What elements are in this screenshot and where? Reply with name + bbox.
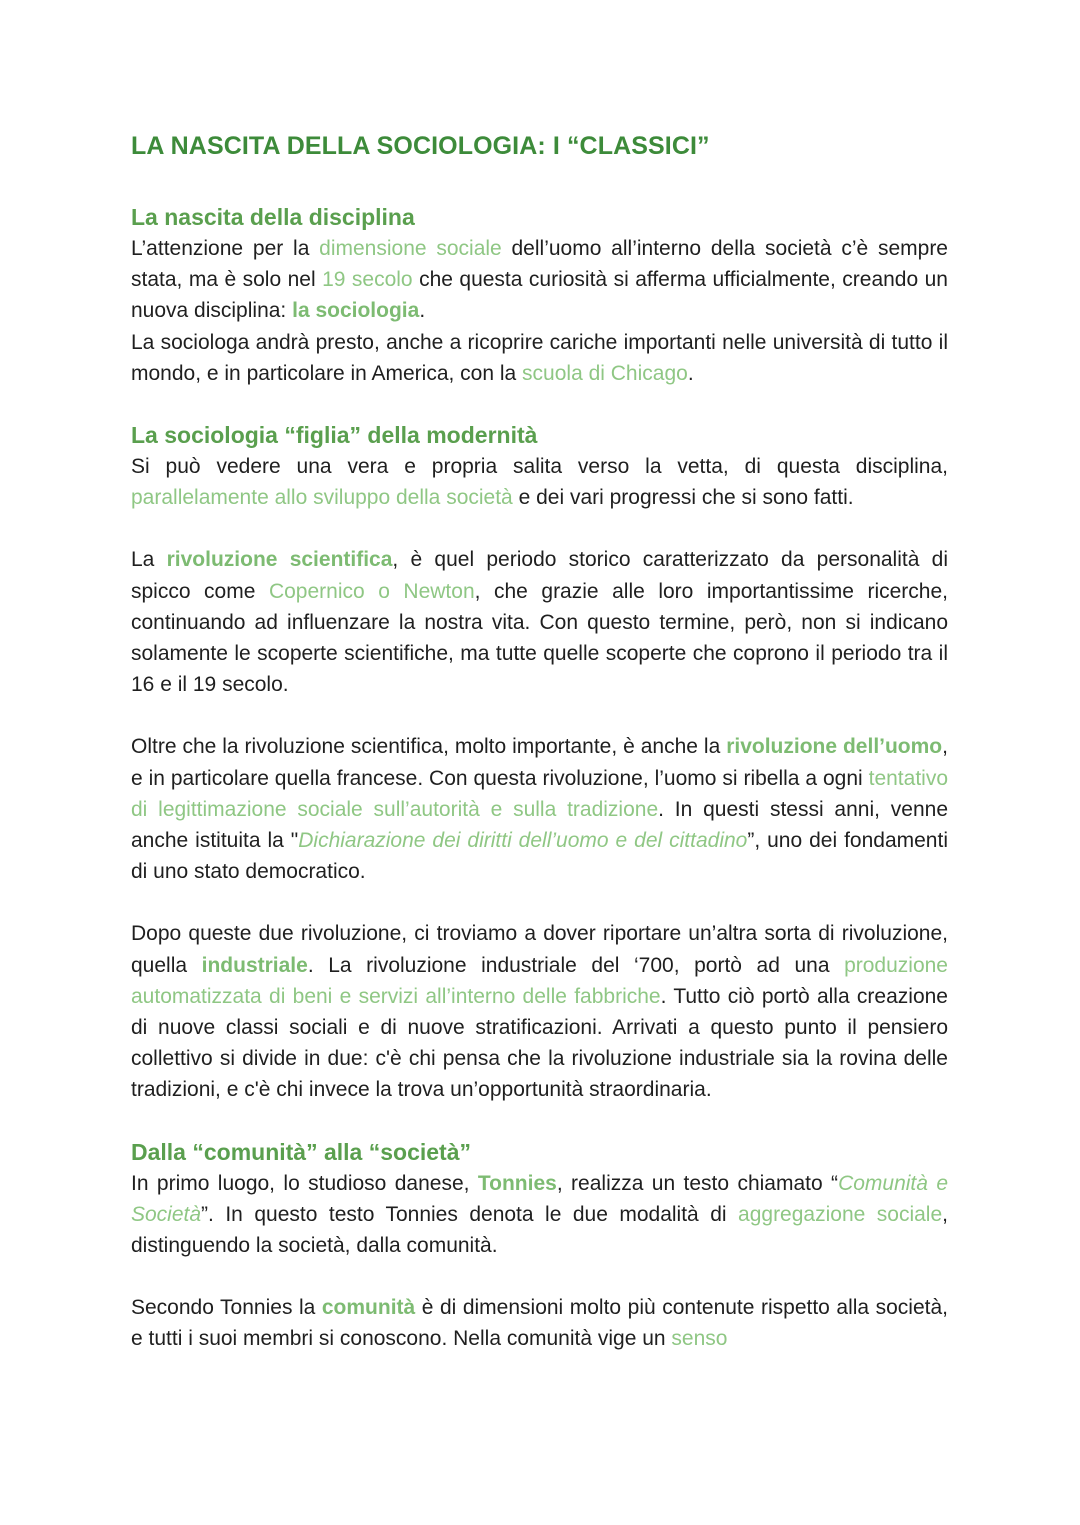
paragraph: In primo luogo, lo studioso danese, Tonnies, realizza un testo chiamato “Comunità e Società”. In questo testo Tonnies denota le due modalità di aggregazione sociale, distinguendo la società, dalla comunità. — [131, 1171, 949, 1258]
document-title: LA NASCITA DELLA SOCIOLOGIA: I “CLASSICI” — [131, 132, 710, 160]
highlight: aggregazione sociale — [738, 1202, 943, 1226]
document-page — [131, 128, 948, 1355]
paragraph: Oltre che la rivoluzione scientifica, molto importante, è anche la rivoluzione dell’uomo, e in particolare quella francese. Con questa rivoluzione, l’uomo si ribella a ogni tentativo di legittimazione sociale sull’autorità e sulla tradizione. In questi stessi anni, venne anche istituita la "Dichiarazione dei diritti dell’uomo e del cittadino”, uno dei fondamenti di uno stato democratico. — [131, 735, 948, 884]
paragraph: Dopo queste due rivoluzione, ci troviamo a dover riportare un’altra sorta di rivoluzione, quella industriale. La rivoluzione industriale del ‘700, portò ad una produzione automatizzata di beni e servizi all’interno delle fabbriche. Tutto ciò portò alla creazione di nuove classi sociali e di nuove stratificazioni. Arrivati a questo punto il pensiero collettivo si divide in due: c'è chi pensa che la rivoluzione industriale sia la rovina delle tradizioni, e c'è chi invece la trova un’opportunità straordinaria. — [131, 922, 948, 1102]
highlight-bold: Tonnies — [477, 1171, 557, 1195]
paragraph: La rivoluzione scientifica, è quel periodo storico caratterizzato da personalità di spicco come Copernico o Newton, che grazie alle loro importantissime ricerche, continuando ad influenzare la nostra vita. Con questo termine, però, non si indicano solamente le scoperte scientifiche, ma tutte quelle scoperte che coprono il periodo tra il 16 e il 19 secolo. — [131, 548, 948, 697]
paragraph: Si può vedere una vera e propria salita verso la vetta, di questa disciplina, parallelamente allo sviluppo della società e dei vari progressi che si sono fatti. — [131, 455, 948, 510]
highlight-italic: Comunità e Società — [131, 1171, 949, 1226]
paragraph: L’attenzione per la dimensione sociale dell’uomo all’interno della società c’è sempre stata, ma è solo nel 19 secolo che questa curiosità si afferma ufficialmente, creando un nuova disciplina: la sociologia. — [131, 237, 948, 323]
highlight-bold: la sociologia — [292, 299, 420, 323]
highlight-bold: industriale — [201, 953, 308, 977]
highlight: tentativo di legittimazione sociale sull’autorità e sulla tradizione — [131, 766, 948, 821]
highlight-bold: rivoluzione scientifica — [166, 548, 393, 572]
section-heading-figlia-modernita: La sociologia “figlia” della modernità — [131, 422, 538, 449]
highlight-italic: Dichiarazione dei diritti dell’uomo e del cittadino — [298, 829, 748, 853]
highlight: scuola di Chicago — [522, 361, 688, 385]
highlight: Copernico o Newton — [268, 579, 475, 603]
section-heading-nascita-disciplina: La nascita della disciplina — [131, 204, 415, 230]
section-heading-comunita-societa: Dalla “comunità” alla “società” — [131, 1138, 472, 1165]
highlight: senso — [671, 1327, 728, 1351]
highlight-bold: rivoluzione dell’uomo — [726, 735, 943, 759]
paragraph: La sociologa andrà presto, anche a ricoprire cariche importanti nelle università di tutto il mondo, e in particolare in America, con la scuola di Chicago. — [131, 330, 948, 385]
highlight: 19 secolo — [322, 268, 413, 292]
highlight: produzione automatizzata di beni e servizi all’interno delle fabbriche — [131, 953, 948, 1008]
highlight: parallelamente allo sviluppo della società — [131, 486, 513, 510]
highlight-bold: comunità — [321, 1296, 416, 1320]
highlight: dimensione sociale — [319, 237, 502, 260]
paragraph: Secondo Tonnies la comunità è di dimensioni molto più contenute rispetto alla società, e tutti i suoi membri si conoscono. Nella comunità vige un senso — [131, 1296, 948, 1351]
